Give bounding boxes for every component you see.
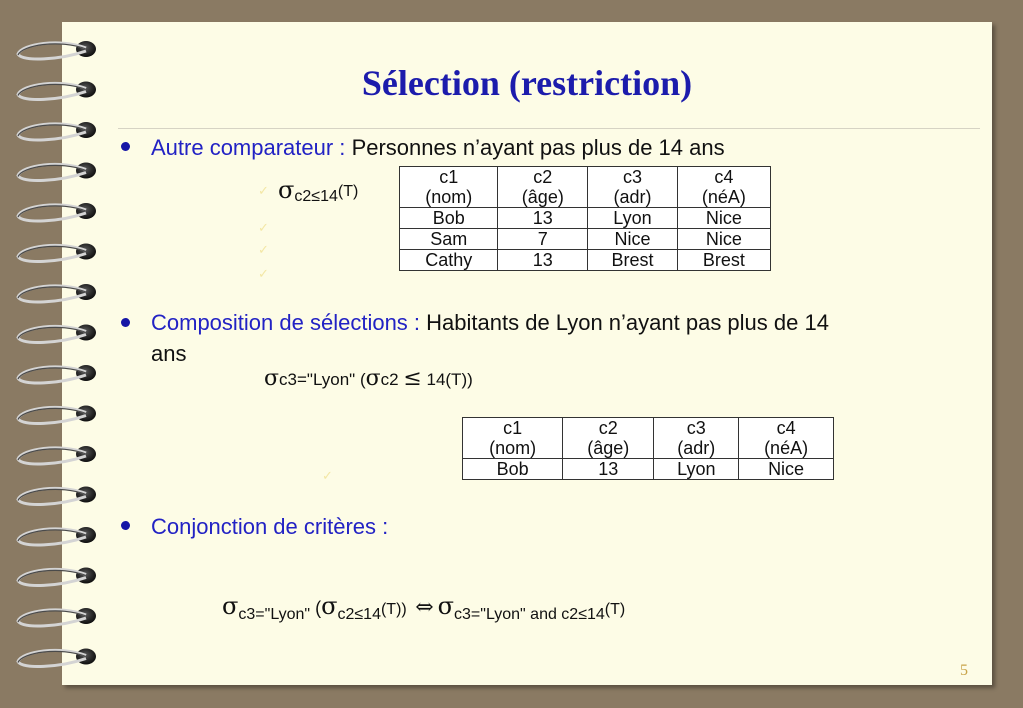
result-table-1 [399, 166, 771, 271]
binding-ring [18, 365, 96, 383]
table-cell: 13 [498, 250, 588, 271]
bullet-text: Personnes n’ayant pas plus de 14 ans [351, 135, 725, 160]
bullet-dot [121, 142, 130, 151]
column-header: c4 (néA) [739, 418, 834, 459]
bullet-composition [151, 310, 829, 336]
table-cell: 7 [498, 229, 588, 250]
table-cell: Nice [677, 208, 770, 229]
binding-ring [18, 608, 96, 626]
result-table-2 [462, 417, 834, 480]
formula-subscript: c2≤14 [337, 606, 381, 623]
formula-argument: (T)) [380, 601, 407, 618]
bullet-label: Conjonction de critères : [151, 514, 389, 539]
page-number: 5 [960, 662, 968, 679]
table-header-row [463, 418, 834, 459]
binding-ring [18, 244, 96, 262]
table-row [463, 459, 834, 480]
binding-ring [18, 406, 96, 424]
table-cell: Brest [677, 250, 770, 271]
bullet-autre-comparateur [151, 135, 725, 161]
table-cell: Lyon [654, 459, 739, 480]
binding-ring [18, 122, 96, 140]
bullet-text-continuation: ans [151, 341, 187, 366]
slide-page [62, 22, 992, 685]
table-body [463, 418, 834, 480]
bullet-dot [121, 521, 130, 530]
sigma-symbol: σ [278, 176, 295, 204]
formula-text: 14(T)) [421, 370, 473, 389]
bullet-conjonction [151, 514, 388, 540]
formula-text: c2 [380, 370, 404, 389]
table-cell: Nice [739, 459, 834, 480]
formula-equivalence [222, 592, 626, 623]
binding-ring [18, 284, 96, 302]
binding-ring [18, 487, 96, 505]
table-cell: 13 [563, 459, 654, 480]
column-header: c1 (nom) [400, 167, 498, 208]
title-divider [118, 128, 980, 129]
bullet-label: Composition de sélections : [151, 310, 421, 335]
formula-argument: (T) [337, 183, 359, 200]
slide-title: Sélection (restriction) [361, 63, 693, 103]
formula-composition [264, 366, 473, 391]
formula-subscript: c3="Lyon" and c2≤14 [454, 606, 605, 623]
binding-ring [18, 568, 96, 586]
bullet-label: Autre comparateur : [151, 135, 346, 160]
table-cell: Nice [677, 229, 770, 250]
table-cell: Sam [400, 229, 498, 250]
table-row [400, 208, 771, 229]
binding-ring [18, 163, 96, 181]
table-cell: Nice [588, 229, 678, 250]
table-cell: Lyon [588, 208, 678, 229]
table-body [400, 167, 771, 271]
column-header: c4 (néA) [677, 167, 770, 208]
binding-ring [18, 203, 96, 221]
table-header-row [400, 167, 771, 208]
formula-subscript: c2≤14 [294, 188, 338, 205]
formula-subscript: c3="Lyon" ( [279, 370, 366, 389]
table-cell: Cathy [400, 250, 498, 271]
binding-ring [18, 446, 96, 464]
binding-ring [18, 527, 96, 545]
table-cell: Bob [463, 459, 563, 480]
column-header: c3 (adr) [588, 167, 678, 208]
column-header: c3 (adr) [654, 418, 739, 459]
equivalence-symbol: ⇔ [415, 595, 434, 620]
column-header: c1 (nom) [463, 418, 563, 459]
sigma-symbol: σ [321, 592, 338, 620]
sigma-symbol: σ [264, 366, 280, 391]
formula-text: ( [310, 598, 322, 618]
formula-sigma-c2-le-14 [278, 176, 358, 204]
check-icon: ✓ [322, 468, 333, 483]
sigma-symbol: σ [437, 592, 455, 620]
table-cell: Brest [588, 250, 678, 271]
spiral-binding [0, 0, 120, 708]
sigma-symbol: σ [365, 366, 381, 391]
check-icon: ✓ [258, 220, 269, 235]
table-row [400, 250, 771, 271]
binding-ring [18, 649, 96, 667]
formula-argument: (T) [604, 601, 626, 618]
le-symbol: ≤ [403, 366, 422, 391]
formula-subscript: c3="Lyon" [238, 606, 311, 623]
table-row [400, 229, 771, 250]
table-cell: 13 [498, 208, 588, 229]
binding-ring [18, 41, 96, 59]
table-cell: Bob [400, 208, 498, 229]
sigma-symbol: σ [222, 592, 239, 620]
bullet-text: Habitants de Lyon n’ayant pas plus de 14 [426, 310, 829, 335]
column-header: c2 (âge) [563, 418, 654, 459]
check-icon: ✓ [258, 183, 269, 198]
column-header: c2 (âge) [498, 167, 588, 208]
check-icon: ✓ [258, 266, 269, 281]
check-icon: ✓ [258, 242, 269, 257]
binding-ring [18, 325, 96, 343]
bullet-dot [121, 318, 130, 327]
